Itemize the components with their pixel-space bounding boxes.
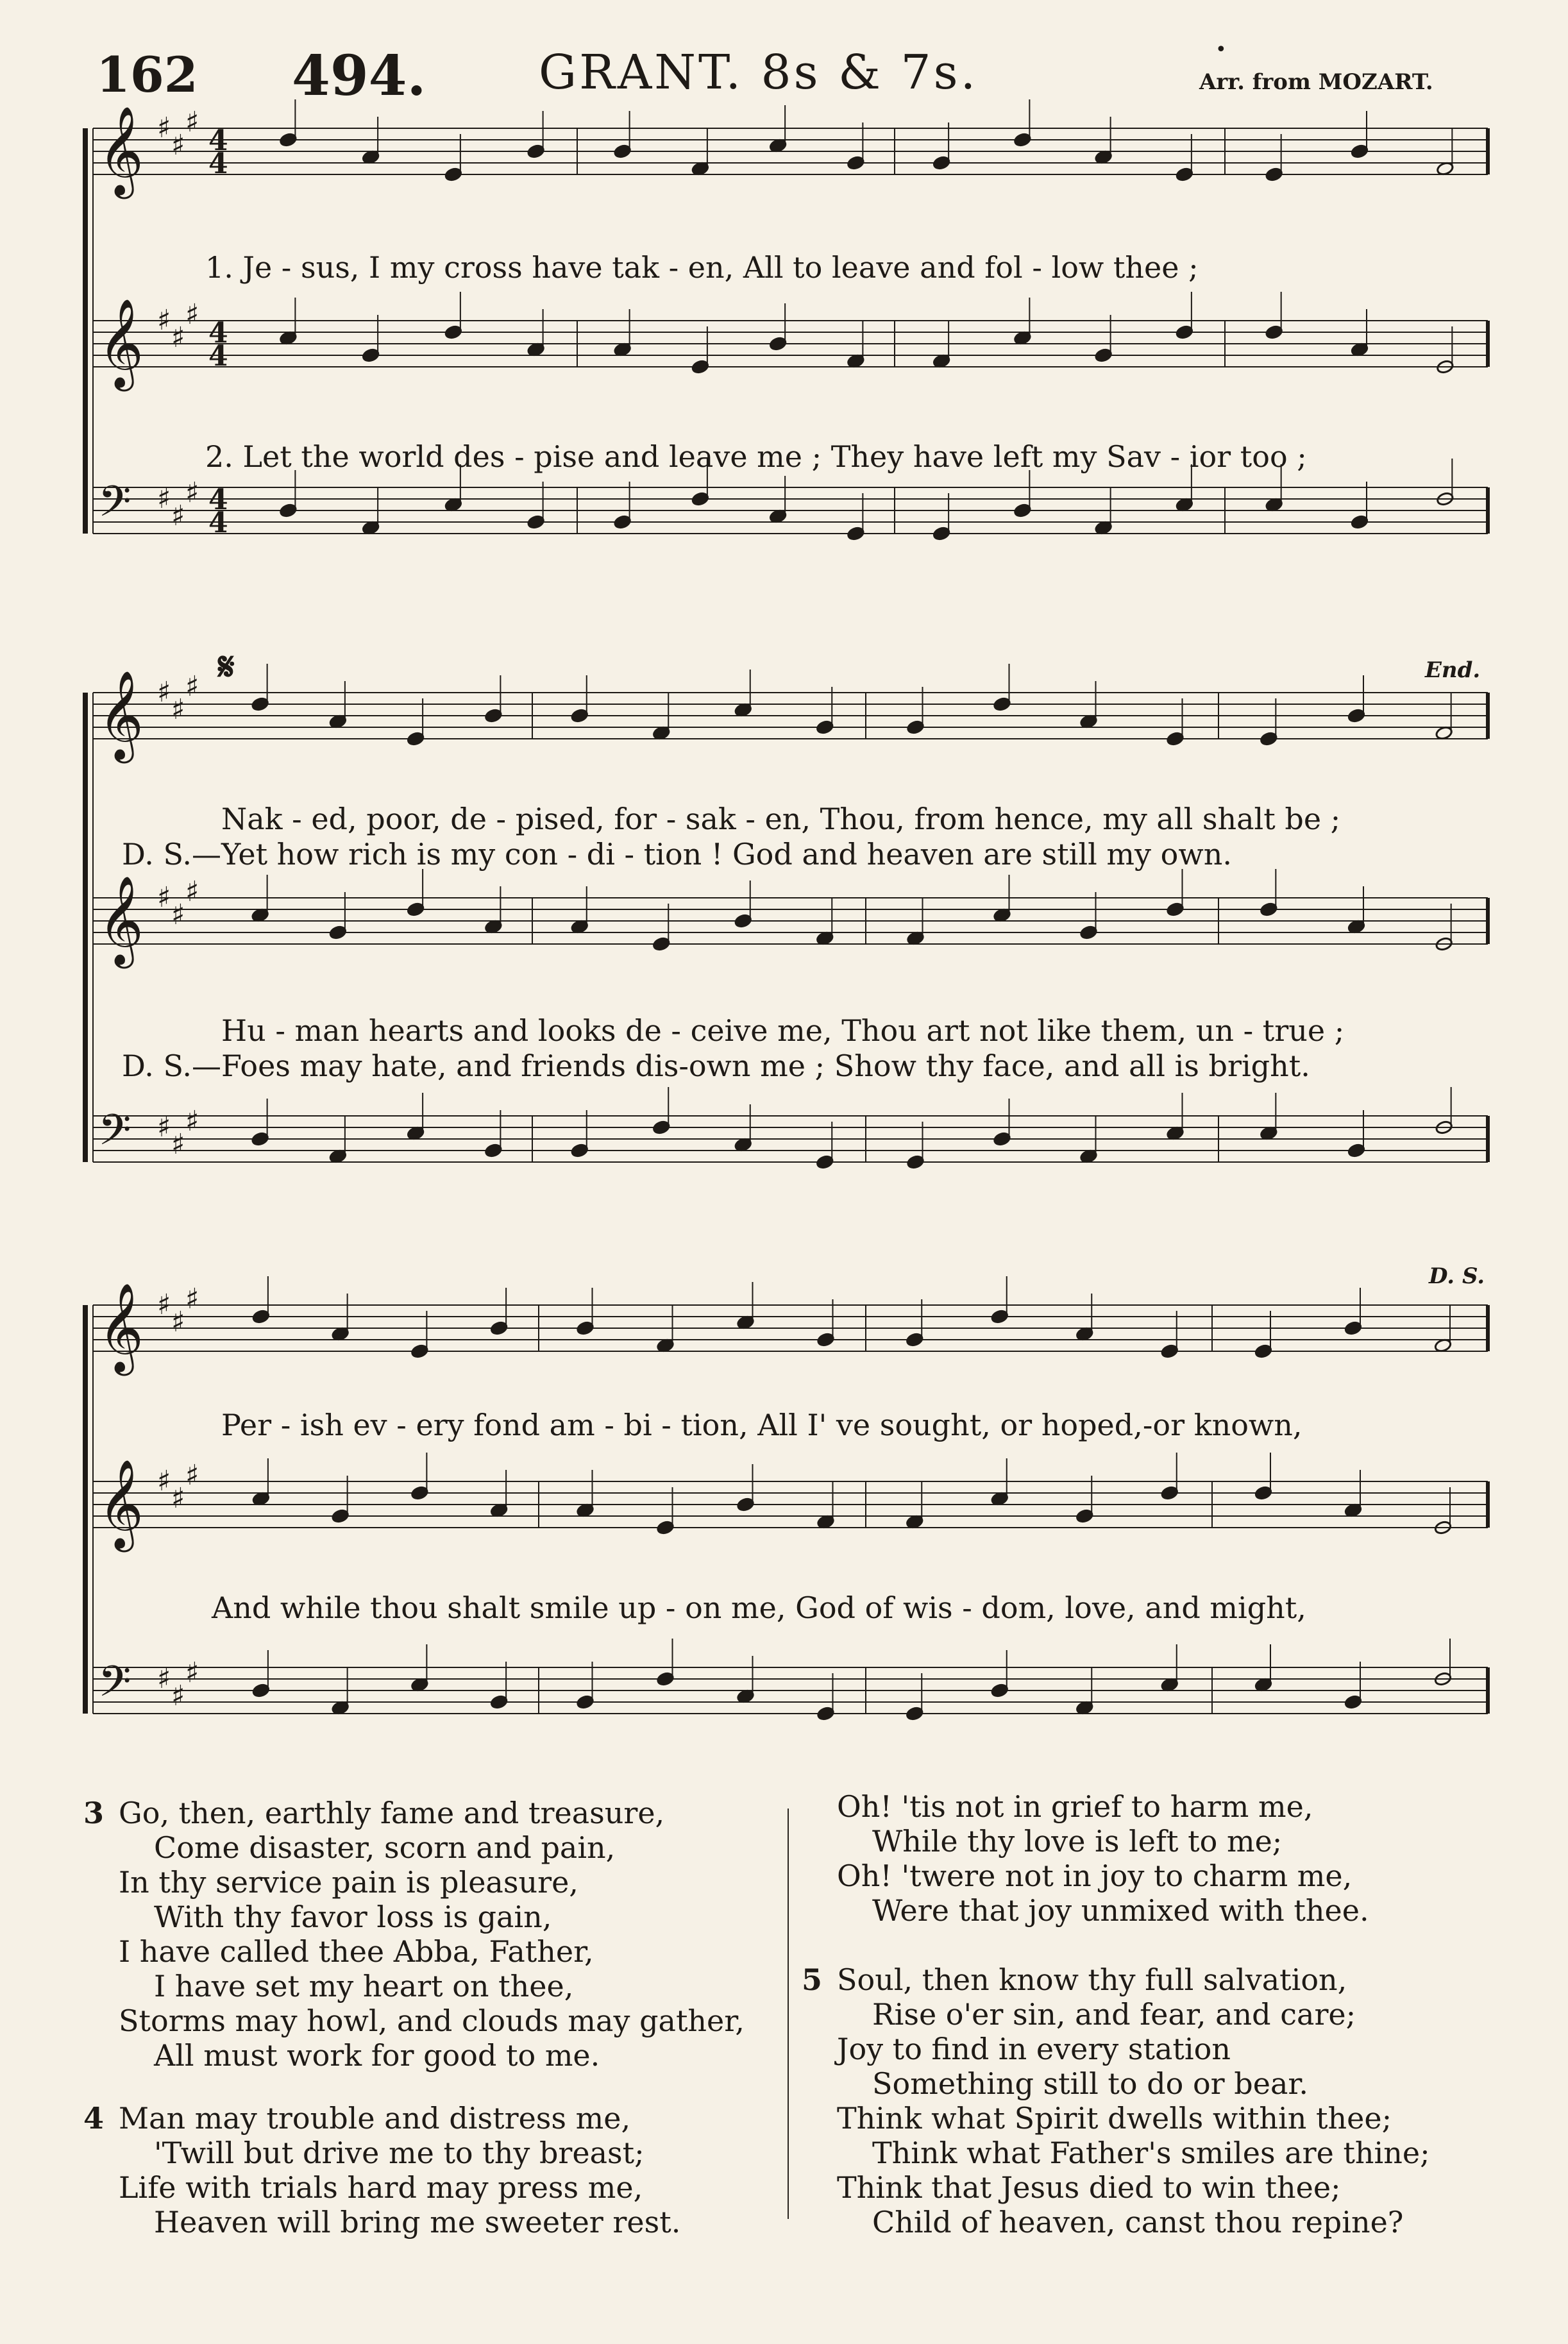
sharp-sign: ♯ — [157, 482, 171, 515]
lyric-line: 1. Je - sus, I my cross have tak - en, All to leave and fol - low thee ; — [205, 250, 1199, 285]
note-head — [1265, 325, 1283, 339]
note-head — [407, 902, 425, 916]
sharp-sign: ♯ — [157, 1111, 171, 1143]
note-head — [1351, 144, 1369, 158]
sharp-sign: ♯ — [171, 321, 185, 354]
verse-line: Were that joy unmixed with thee. — [872, 1893, 1369, 1928]
verse-line: While thy love is left to me; — [872, 1824, 1283, 1859]
note-head — [362, 348, 380, 362]
note-head — [816, 1706, 834, 1721]
verse-line: Man may trouble and distress me, — [119, 2101, 631, 2136]
note-head — [1166, 731, 1184, 746]
verse-line: Think what Father's smiles are thine; — [872, 2136, 1430, 2170]
note-head — [252, 1683, 270, 1698]
sharp-sign: ♯ — [171, 693, 185, 726]
note-head — [932, 155, 950, 170]
note-head — [576, 1320, 594, 1335]
note-head — [1254, 1344, 1272, 1358]
verse-line: Oh! 'twere not in joy to charm me, — [837, 1859, 1353, 1893]
note-head — [906, 1332, 923, 1347]
note-head — [329, 925, 347, 940]
sharp-sign: ♯ — [185, 1657, 199, 1689]
note-head — [1260, 902, 1277, 916]
sharp-sign: ♯ — [185, 1459, 199, 1492]
stanza-4 — [83, 2101, 776, 2239]
note-head — [991, 1309, 1009, 1324]
note-head — [410, 1485, 428, 1500]
note-head — [444, 325, 462, 339]
segno-sign: 𝄋 — [218, 645, 235, 689]
sharp-sign: ♯ — [171, 1680, 185, 1712]
note-head — [932, 526, 950, 541]
note-head — [571, 708, 589, 723]
score-staves — [0, 648, 1568, 1225]
verse-line: Joy to find in every station — [837, 2032, 1231, 2066]
time-signature: 4 — [208, 484, 228, 516]
verse-line: All must work for good to me. — [154, 2038, 600, 2073]
note-head — [906, 1706, 923, 1721]
sharp-sign: ♯ — [185, 670, 199, 703]
note-head — [444, 167, 462, 181]
bass-clef-icon: 𝄢 — [98, 1105, 131, 1165]
note-head — [656, 1520, 674, 1535]
time-signature: 4 — [208, 124, 228, 157]
verse-line: Storms may howl, and clouds may gather, — [119, 2003, 745, 2038]
note-head — [816, 1332, 834, 1347]
verse-line: Go, then, earthly fame and treasure, — [119, 1796, 665, 1830]
sharp-sign: ♯ — [171, 129, 185, 162]
lyric-line: Hu - man hearts and looks de - ceive me, Thou art not like them, un - true ; — [221, 1013, 1345, 1048]
treble-clef-icon: 𝄞 — [98, 670, 144, 760]
note-head — [407, 731, 425, 746]
sharp-sign: ♯ — [185, 298, 199, 331]
sharp-sign: ♯ — [185, 1105, 199, 1138]
verse-line: Think what Spirit dwells within thee; — [837, 2101, 1392, 2136]
note-head — [1254, 1485, 1272, 1500]
note-head — [1161, 1485, 1179, 1500]
lyric-line: Per - ish ev - ery fond am - bi - tion, All I' ve sought, or hoped,-or known, — [221, 1408, 1302, 1442]
note-head — [484, 1143, 502, 1158]
note-head — [847, 155, 864, 170]
note-head — [1344, 1320, 1362, 1335]
lyric-line: Nak - ed, poor, de - pised, for - sak - en, Thou, from hence, my all shalt be ; — [221, 802, 1341, 836]
verse-line: Child of heaven, canst thou repine? — [872, 2205, 1404, 2239]
time-signature: 4 — [208, 340, 228, 373]
verse-line: Oh! 'tis not in grief to harm me, — [837, 1789, 1313, 1824]
score-staves — [0, 106, 1568, 603]
note-head — [490, 1320, 508, 1335]
bass-clef-icon: 𝄢 — [98, 1657, 131, 1717]
sharp-sign: ♯ — [157, 304, 171, 337]
treble-clef-icon: 𝄞 — [98, 875, 144, 965]
sharp-sign: ♯ — [185, 1283, 199, 1315]
note-head — [1013, 503, 1031, 518]
sharp-sign: ♯ — [171, 500, 185, 532]
note-head — [816, 720, 834, 734]
note-head — [734, 913, 752, 928]
note-head — [991, 1683, 1009, 1698]
note-head — [906, 720, 924, 734]
treble-clef-icon: 𝄞 — [98, 1283, 144, 1372]
verse-column-left — [83, 1796, 776, 2268]
note-head — [1260, 731, 1277, 746]
note-head — [576, 1694, 594, 1709]
time-signature: 4 — [208, 317, 228, 350]
sharp-sign: ♯ — [185, 875, 199, 908]
note-head — [691, 359, 709, 374]
treble-clef-icon: 𝄞 — [98, 298, 144, 388]
treble-clef-icon: 𝄞 — [98, 106, 144, 196]
verse-line: Heaven will bring me sweeter rest. — [154, 2205, 681, 2239]
music-system-3 — [0, 1263, 1568, 1757]
note-head — [769, 336, 787, 351]
verse-line: Soul, then know thy full salvation, — [837, 1962, 1347, 1997]
sharp-sign: ♯ — [157, 1288, 171, 1321]
note-head — [251, 1131, 269, 1146]
note-head — [1176, 325, 1193, 339]
note-head — [1161, 1344, 1179, 1358]
note-head — [1079, 925, 1097, 940]
verse-line: Rise o'er sin, and fear, and care; — [872, 1997, 1356, 2032]
note-head — [656, 1671, 674, 1686]
note-head — [527, 514, 545, 529]
note-head — [571, 1143, 589, 1158]
verse-line: In thy service pain is pleasure, — [119, 1865, 578, 1900]
note-head — [993, 696, 1011, 711]
note-head — [1265, 167, 1283, 181]
stanza-3 — [83, 1796, 776, 2073]
bass-clef-icon: 𝄢 — [98, 476, 131, 537]
note-head — [1351, 514, 1369, 529]
note-head — [527, 144, 545, 158]
note-head — [736, 1497, 754, 1512]
note-head — [1013, 132, 1031, 147]
sharp-sign: ♯ — [185, 106, 199, 139]
verse-line: I have called thee Abba, Father, — [119, 1934, 594, 1969]
verse-column-right — [802, 1789, 1507, 2268]
lyric-line: D. S.—Yet how rich is my con - di - tion ! God and heaven are still my own. — [122, 837, 1232, 872]
note-head — [252, 1309, 270, 1324]
hymn-number: 494. — [292, 44, 426, 108]
verse-line: With thy favor loss is gain, — [154, 1900, 552, 1934]
note-head — [1166, 902, 1184, 916]
note-head — [652, 936, 670, 951]
sharp-sign: ♯ — [171, 898, 185, 931]
note-head — [614, 144, 632, 158]
note-head — [490, 1694, 508, 1709]
lyric-line: D. S.—Foes may hate, and friends dis-own me ; Show thy face, and all is bright. — [122, 1049, 1310, 1083]
hymn-title: GRANT. 8s & 7s. — [539, 45, 979, 100]
note-head — [1075, 1508, 1093, 1523]
note-head — [691, 491, 709, 506]
score-staves — [0, 1270, 1568, 1757]
note-head — [279, 503, 297, 518]
note-head — [993, 1131, 1011, 1146]
note-head — [1347, 708, 1365, 723]
header-dot: • — [1215, 38, 1227, 61]
stanza-number: 4 — [83, 2101, 105, 2136]
note-head — [279, 132, 297, 147]
time-signature: 4 — [208, 148, 228, 180]
sharp-sign: ♯ — [157, 1662, 171, 1695]
note-head — [332, 1508, 350, 1523]
stanza-number: 5 — [802, 1962, 823, 1997]
lyric-line: And while thou shalt smile up - on me, God of wis - dom, love, and might, — [212, 1590, 1306, 1625]
note-head — [1344, 1694, 1362, 1709]
time-signature: 4 — [208, 507, 228, 539]
verse-line: 'Twill but drive me to thy breast; — [154, 2136, 645, 2170]
hymn-attribution: Arr. from MOZART. — [1199, 69, 1433, 95]
page-header — [0, 38, 1568, 109]
music-system-1 — [0, 106, 1568, 603]
stanza-number: 3 — [83, 1796, 105, 1830]
note-head — [816, 1154, 834, 1169]
page-number: 162 — [96, 46, 198, 103]
verse-line: Come disaster, scorn and pain, — [154, 1830, 616, 1865]
additional-verses — [0, 1789, 1568, 2245]
note-head — [847, 526, 864, 541]
note-head — [410, 1344, 428, 1358]
sharp-sign: ♯ — [171, 1128, 185, 1161]
column-divider — [788, 1809, 789, 2219]
note-head — [1176, 167, 1193, 181]
sharp-sign: ♯ — [171, 1482, 185, 1515]
note-head — [484, 708, 502, 723]
note-head — [1095, 348, 1113, 362]
verse-line: Life with trials hard may press me, — [119, 2170, 643, 2205]
sharp-sign: ♯ — [157, 881, 171, 914]
sharp-sign: ♯ — [171, 1306, 185, 1338]
sharp-sign: ♯ — [157, 112, 171, 144]
stanza-5 — [802, 1962, 1507, 2239]
end-marker: End. — [1425, 657, 1481, 683]
verse-line: Something still to do or bear. — [872, 2066, 1308, 2101]
note-head — [1347, 1143, 1365, 1158]
sharp-sign: ♯ — [185, 476, 199, 509]
verse-line: Think that Jesus died to win thee; — [837, 2170, 1341, 2205]
music-system-2 — [0, 645, 1568, 1225]
stanza-4-continued — [802, 1789, 1507, 1928]
da-segno-marker: D. S. — [1429, 1263, 1485, 1289]
note-head — [251, 696, 269, 711]
note-head — [652, 1120, 670, 1134]
sharp-sign: ♯ — [157, 676, 171, 709]
note-head — [906, 1154, 924, 1169]
note-head — [614, 514, 632, 529]
lyric-line: 2. Let the world des - pise and leave me ; They have left my Sav - ior too ; — [205, 439, 1307, 474]
treble-clef-icon: 𝄞 — [98, 1459, 144, 1549]
sharp-sign: ♯ — [157, 1465, 171, 1497]
verse-line: I have set my heart on thee, — [154, 1969, 574, 2003]
